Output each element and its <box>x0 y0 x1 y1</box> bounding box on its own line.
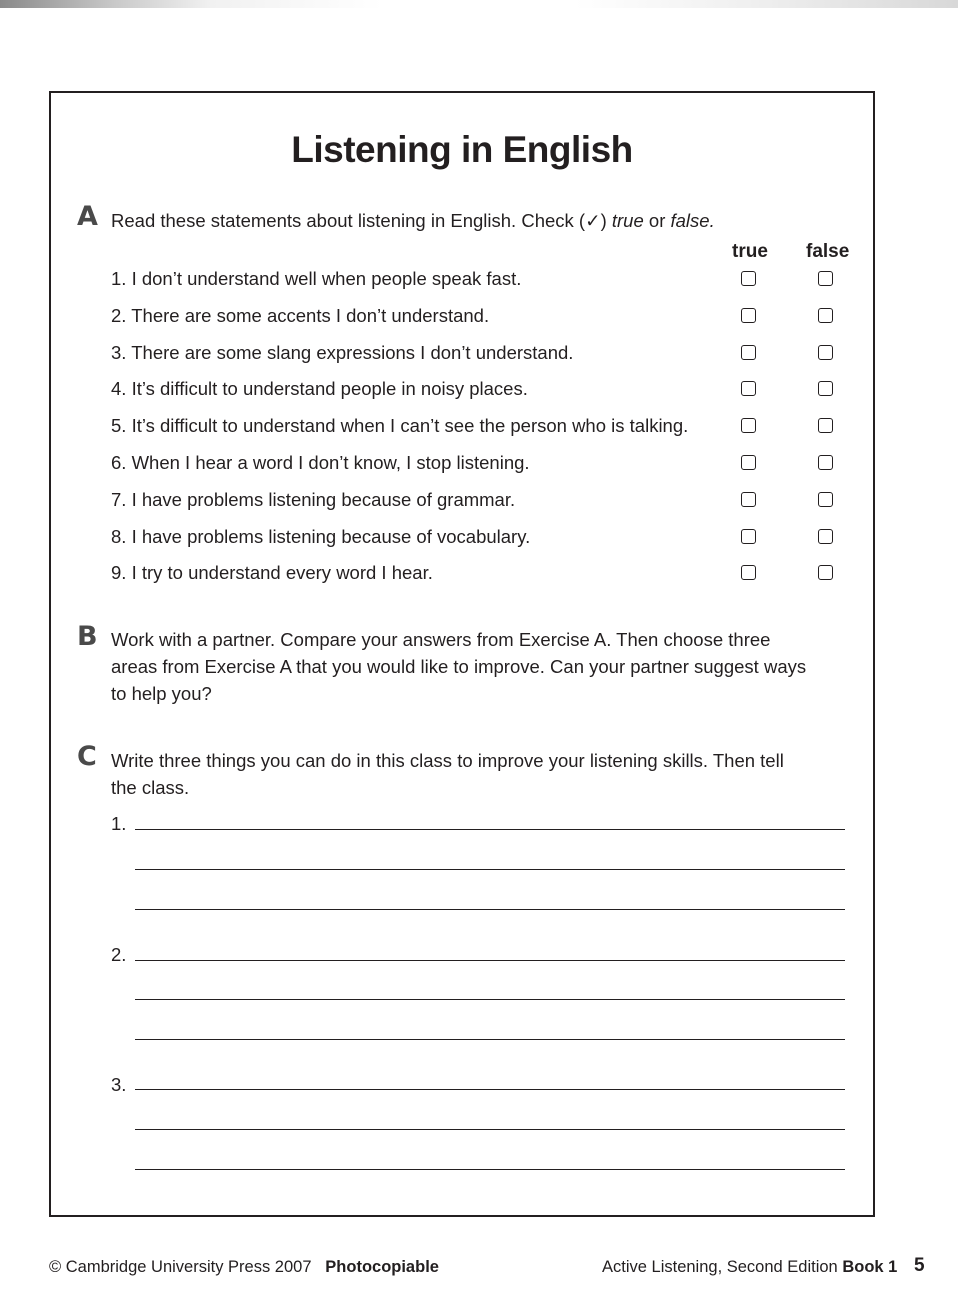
section-c-line: the class. <box>111 777 190 798</box>
copyright: © Cambridge University Press 2007 <box>49 1258 312 1276</box>
false-checkbox[interactable] <box>818 345 833 360</box>
scan-edge <box>0 0 958 8</box>
false-checkbox[interactable] <box>818 308 833 323</box>
false-checkbox[interactable] <box>818 565 833 580</box>
answer-line[interactable] <box>135 909 845 910</box>
false-checkbox[interactable] <box>818 455 833 470</box>
true-checkbox[interactable] <box>741 565 756 580</box>
statement-item: 6. When I hear a word I don’t know, I stop listening. <box>111 452 530 473</box>
answer-line[interactable] <box>135 1039 845 1040</box>
page-number: 5 <box>914 1255 925 1276</box>
true-checkbox[interactable] <box>741 308 756 323</box>
book-title: Active Listening, Second Edition <box>602 1258 838 1276</box>
section-b-text <box>111 626 831 707</box>
statement-item: 8. I have problems listening because of vocabulary. <box>111 525 531 547</box>
column-header-false: false <box>806 241 850 262</box>
section-b-line: areas from Exercise A that you would like to improve. Can your partner suggest ways <box>111 656 807 677</box>
false-checkbox[interactable] <box>818 492 833 507</box>
answer-number-3: 3. <box>111 1074 127 1095</box>
false-checkbox[interactable] <box>818 271 833 286</box>
section-c-line: Write three things you can do in this class to improve your listening skills. Then tell <box>111 750 784 771</box>
section-b-letter: B <box>77 621 98 652</box>
statement-item: 7. I have problems listening because of grammar. <box>111 488 516 510</box>
footer-right <box>602 1258 897 1277</box>
instruction-text: Read these statements about listening in English. Check (✓) <box>111 210 612 231</box>
section-c-letter: C <box>77 741 97 772</box>
answer-number-2: 2. <box>111 944 127 965</box>
false-checkbox[interactable] <box>818 418 833 433</box>
true-checkbox[interactable] <box>741 345 756 360</box>
false-checkbox[interactable] <box>818 529 833 544</box>
true-checkbox[interactable] <box>741 492 756 507</box>
answer-line[interactable] <box>135 1129 845 1130</box>
footer-left <box>49 1258 439 1277</box>
section-a-letter: A <box>77 201 98 232</box>
section-c-text <box>111 747 831 801</box>
instruction-false-word: false. <box>670 210 715 231</box>
section-b-line: Work with a partner. Compare your answers from Exercise A. Then choose three <box>111 629 771 650</box>
answer-line[interactable] <box>135 999 845 1000</box>
statement-item: 5. It’s difficult to understand when I can’t see the person who is talking. <box>111 415 689 437</box>
answer-line[interactable] <box>135 1169 845 1170</box>
false-checkbox[interactable] <box>818 381 833 396</box>
answer-line[interactable] <box>135 869 845 870</box>
statement-item: 1. I don’t understand well when people speak fast. <box>111 268 522 289</box>
instruction-true-word: true <box>611 210 644 231</box>
answer-number-1: 1. <box>111 813 127 834</box>
section-a-instruction <box>111 207 831 234</box>
true-checkbox[interactable] <box>741 381 756 396</box>
worksheet-frame <box>49 91 875 1217</box>
true-checkbox[interactable] <box>741 271 756 286</box>
true-checkbox[interactable] <box>741 455 756 470</box>
book-number: Book 1 <box>842 1258 898 1276</box>
statement-item: 3. There are some slang expressions I don’t understand. <box>111 341 574 363</box>
statement-item: 2. There are some accents I don’t understand. <box>111 304 490 326</box>
answer-line[interactable] <box>135 1089 845 1090</box>
answer-line[interactable] <box>135 960 845 961</box>
section-b-line: to help you? <box>111 683 212 704</box>
photocopiable-label: Photocopiable <box>325 1258 439 1276</box>
statement-item: 4. It’s difficult to understand people in noisy places. <box>111 378 528 400</box>
answer-line[interactable] <box>135 829 845 830</box>
statement-item: 9. I try to understand every word I hear. <box>111 562 433 584</box>
page-title: Listening in English <box>291 129 633 170</box>
column-header-true: true <box>732 241 768 262</box>
true-checkbox[interactable] <box>741 529 756 544</box>
true-checkbox[interactable] <box>741 418 756 433</box>
instruction-or: or <box>643 210 671 231</box>
